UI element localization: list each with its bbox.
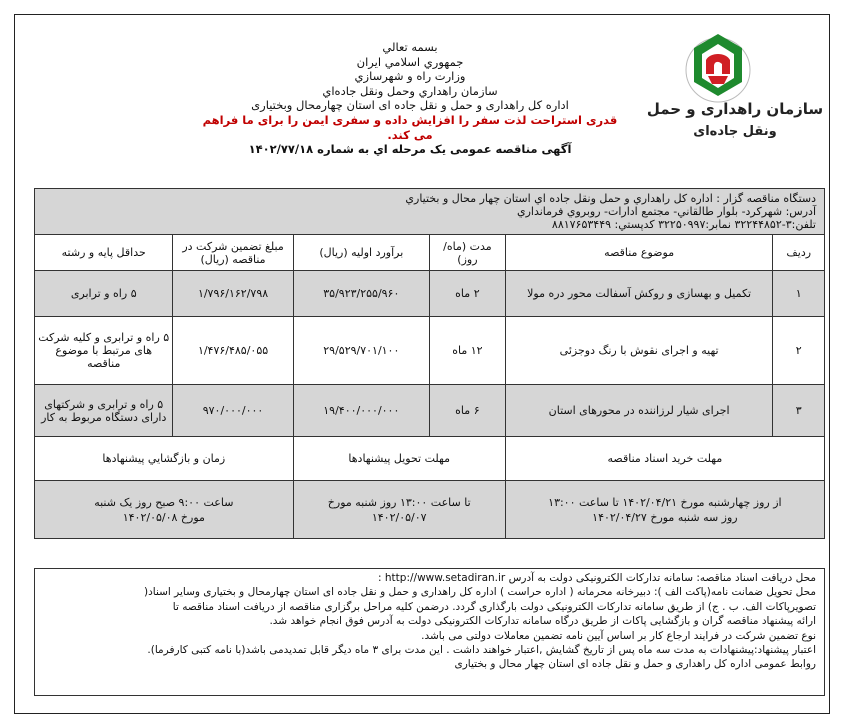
- cell-grade: ۵ راه و ترابری و کلیه شرکت های مرتبط با موضوع مناقصه: [35, 317, 173, 385]
- letter-header: [200, 40, 620, 157]
- table-row: [35, 317, 825, 385]
- cell-estimate: ۱۹/۴۰۰/۰۰۰/۰۰۰: [293, 385, 429, 437]
- purchase-from: از روز چهارشنبه مورخ ۱۴۰۲/۰۴/۲۱ تا ساعت ۱۳:۰۰: [548, 495, 782, 509]
- col-header-estimate: برآورد اوليه (ريال): [293, 235, 429, 271]
- schedule-opening: [35, 481, 294, 539]
- logo-title: سازمان راهداری و حمل: [646, 100, 824, 118]
- schedule-delivery: [293, 481, 505, 539]
- notes-documents-location: محل دریافت اسناد مناقصه: سامانه تدارکات الکترونیکی دولت به آدرس http://www.setadiran.ir :: [378, 572, 816, 584]
- notes-public-relations: روابط عمومی اداره کل راهداری و حمل و نقل جاده ای استان چهار محال و بختیاری: [454, 658, 816, 671]
- cell-grade: ۵ راه و ترابری و شرکتهای دارای دستگاه مربوط به کار: [35, 385, 173, 437]
- schedule-header-purchase: مهلت خريد اسناد مناقصه: [505, 437, 824, 481]
- tender-notice-title: آگهی مناقصه عمومی یک مرحله اي به شماره ۱۴۰۲/۷۷/۱۸: [248, 142, 572, 157]
- col-header-grade: حداقل پايه و رشته: [35, 235, 173, 271]
- notes-validity: اعتبار پیشنهاد:پیشنهادات به مدت سه ماه پس از تاریخ گشایش ,اعتبار خواهند داشت . این مدت برای ۳ ماه دیگر قابل تمدیدمی باشد(با نامه کتبی کارفرما).: [147, 644, 816, 657]
- opening-time: ساعت ۹:۰۰ صبح روز یک شنبه: [94, 495, 234, 509]
- cell-radif: ۱: [773, 271, 825, 317]
- header-department: اداره کل راهداری و حمل و نقل جاده ای استان چهارمحال وبختیاری: [251, 98, 569, 113]
- col-header-duration: مدت (ماه/ روز): [430, 235, 506, 271]
- table-row: [35, 271, 825, 317]
- organizer-info: [35, 189, 825, 235]
- tender-table: [34, 188, 825, 539]
- organizer-contacts: تلفن:۳-۳۲۲۴۴۸۵۲ نمابر:۳۲۲۵۰۹۹۷ کدپستي: ۸۸۱۷۶۵۳۴۴۹: [551, 218, 816, 231]
- logo-subtitle: ونقل جاده‌ای: [693, 124, 777, 138]
- schedule-header-opening: زمان و بازگشايي پيشنهادها: [35, 437, 294, 481]
- organizer-address: آدرس: شهرکرد- بلوار طالقاني- مجتمع ادارات- روبروي فرمانداري: [516, 205, 816, 218]
- header-country: جمهوري اسلامي ايران: [356, 54, 464, 69]
- notes-section: [34, 568, 825, 696]
- col-header-guarantee: مبلغ تضمين شرکت در مناقصه (ريال): [173, 235, 293, 271]
- cell-guarantee: ۱/۷۹۶/۱۶۲/۷۹۸: [173, 271, 293, 317]
- schedule-header-delivery: مهلت تحويل پيشنهادها: [293, 437, 505, 481]
- opening-date: مورخ ۱۴۰۲/۰۵/۰۸: [122, 510, 205, 524]
- purchase-to: روز سه شنبه مورخ ۱۴۰۲/۰۴/۲۷: [592, 510, 738, 524]
- cell-duration: ۶ ماه: [430, 385, 506, 437]
- organizer-line: دستگاه مناقصه گزار : اداره کل راهداري و حمل ونقل جاده اي استان چهار محال و بختياري: [405, 192, 816, 205]
- cell-radif: ۲: [773, 317, 825, 385]
- cell-duration: ۱۲ ماه: [430, 317, 506, 385]
- cell-guarantee: ۱/۴۷۶/۴۸۵/۰۵۵: [173, 317, 293, 385]
- cell-estimate: ۲۹/۵۲۹/۷۰۱/۱۰۰: [293, 317, 429, 385]
- notes-upload: تصویرپاکات الف. ب . ج) از طریق سامانه تدارکات الکترونیکی دولت بارگذاری گردد. درضمن کلیه مراحل برگزاری مناقصه از دریافت اسناد مناقصه تا: [172, 600, 816, 613]
- cell-guarantee: ۹۷۰/۰۰۰/۰۰۰: [173, 385, 293, 437]
- cell-duration: ۲ ماه: [430, 271, 506, 317]
- notes-guarantee-delivery: محل تحویل ضمانت نامه(پاکت الف ): دبیرخانه محرمانه ( اداره حراست ) اداره کل راهداری و حمل و نقل جاده ای استان چهارمحال و بختیاری وسایر اسناد(: [143, 586, 816, 599]
- cell-estimate: ۳۵/۹۲۳/۲۵۵/۹۶۰: [293, 271, 429, 317]
- col-header-subject: موضوع مناقصه: [505, 235, 773, 271]
- cell-subject: تهیه و اجرای نقوش با رنگ دوجزئی: [505, 317, 773, 385]
- header-basmala: بسمه تعالي: [382, 40, 438, 54]
- cell-grade: ۵ راه و ترابری: [35, 271, 173, 317]
- schedule-purchase: [505, 481, 824, 539]
- notes-submission: ارائه پیشنهاد مناقصه گران و بازگشایی پاکات از طریق درگاه سامانه تدارکات الکترونیکی دولت به آدرس فوق انجام خواهد شد.: [269, 615, 816, 628]
- table-row: [35, 385, 825, 437]
- cell-subject: اجرای شیار لرزاننده در محورهای استان: [505, 385, 773, 437]
- delivery-date: ۱۴۰۲/۰۵/۰۷: [371, 510, 427, 524]
- col-header-radif: رديف: [773, 235, 825, 271]
- delivery-time: تا ساعت ۱۳:۰۰ روز شنبه مورخ: [327, 495, 471, 509]
- cell-radif: ۳: [773, 385, 825, 437]
- cell-subject: تکمیل و بهسازی و روکش آسفالت محور دره مولا: [505, 271, 773, 317]
- notes-guarantee-type: نوع تضمین شرکت در فرایند ارجاع کار بر اساس آیین نامه تضمین معاملات دولتی می باشد.: [421, 629, 816, 642]
- header-organization: سازمان راهداري وحمل ونقل جاده‌اي: [322, 83, 498, 98]
- header-ministry: وزارت راه و شهرسازي: [354, 69, 466, 84]
- header-slogan: قدری استراحت لذت سفر را افزایش داده و سفری ایمن را برای ما فراهم می کند.: [202, 112, 618, 142]
